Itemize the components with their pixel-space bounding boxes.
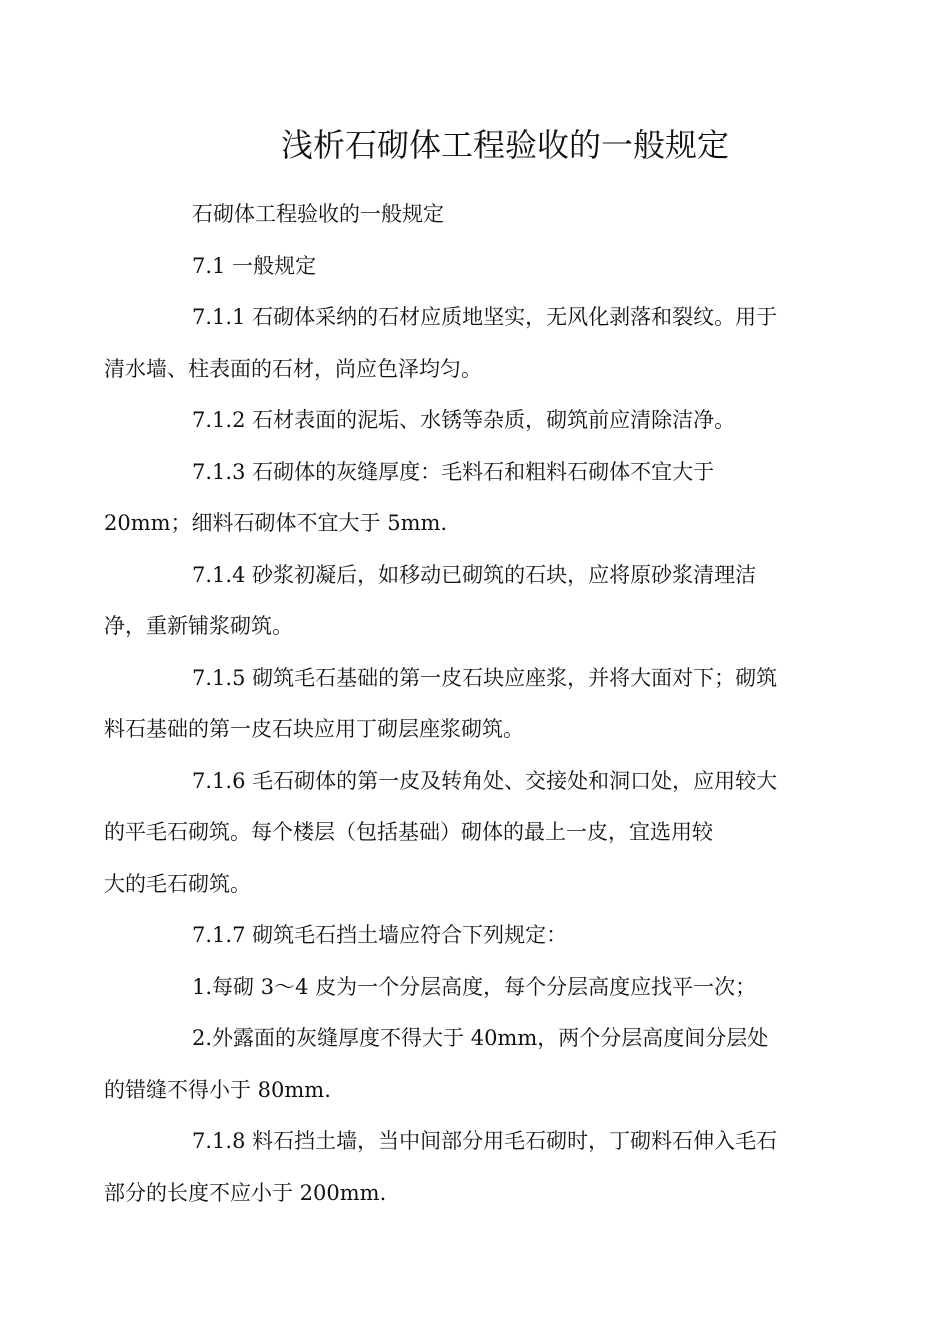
paragraph-7-1-3 bbox=[104, 447, 808, 550]
paragraph-heading bbox=[148, 189, 808, 241]
paragraph-line: 的错缝不得小于 80mm. bbox=[104, 1077, 331, 1102]
paragraph-line: 7.1.3 石砌体的灰缝厚度：毛料石和粗料石砌体不宜大于 bbox=[192, 459, 715, 484]
paragraph-line: 7.1.6 毛石砌体的第一皮及转角处、交接处和洞口处，应用较大 bbox=[192, 768, 778, 793]
paragraph-line: 大的毛石砌筑。 bbox=[104, 871, 251, 896]
paragraph-7-1-1 bbox=[104, 292, 808, 395]
paragraph-line: 7.1 一般规定 bbox=[192, 253, 317, 278]
paragraph-7-1-5 bbox=[104, 653, 808, 756]
paragraph-line: 2.外露面的灰缝厚度不得大于 40mm，两个分层高度间分层处 bbox=[192, 1026, 769, 1050]
paragraph-line: 部分的长度不应小于 200mm. bbox=[104, 1180, 387, 1205]
paragraph-7-1-7 bbox=[148, 910, 808, 962]
document-title: 浅析石砌体工程验收的一般规定 bbox=[280, 126, 729, 164]
paragraph-line: 7.1.5 砌筑毛石基础的第一皮石块应座浆，并将大面对下；砌筑 bbox=[192, 665, 778, 690]
paragraph-section-7-1 bbox=[148, 241, 808, 293]
paragraph-line: 料石基础的第一皮石块应用丁砌层座浆砌筑。 bbox=[104, 717, 524, 741]
list-item-2 bbox=[104, 1013, 808, 1116]
paragraph-line: 7.1.7 砌筑毛石挡土墙应符合下列规定： bbox=[192, 923, 568, 947]
paragraph-7-1-8 bbox=[104, 1116, 808, 1219]
paragraph-line: 7.1.2 石材表面的泥垢、水锈等杂质，砌筑前应清除洁净。 bbox=[192, 408, 736, 432]
paragraph-7-1-6 bbox=[104, 756, 808, 911]
document-body bbox=[104, 189, 808, 1219]
list-item-1 bbox=[148, 962, 808, 1014]
paragraph-line: 净，重新铺浆砌筑。 bbox=[104, 614, 293, 638]
paragraph-line: 清水墙、柱表面的石材，尚应色泽均匀。 bbox=[104, 356, 482, 381]
paragraph-7-1-4 bbox=[104, 550, 808, 653]
paragraph-line: 的平毛石砌筑。每个楼层（包括基础）砌体的最上一皮，宜选用较 bbox=[104, 820, 713, 844]
paragraph-7-1-2 bbox=[148, 395, 808, 447]
paragraph-line: 7.1.8 料石挡土墙，当中间部分用毛石砌时，丁砌料石伸入毛石 bbox=[192, 1129, 778, 1153]
paragraph-line: 20mm；细料石砌体不宜大于 5mm. bbox=[104, 511, 448, 535]
paragraph-line: 7.1.1 石砌体采纳的石材应质地坚实，无风化剥落和裂纹。用于 bbox=[192, 305, 778, 329]
paragraph-line: 1.每砌 3～4 皮为一个分层高度，每个分层高度应找平一次； bbox=[192, 974, 757, 999]
paragraph-line: 石砌体工程验收的一般规定 bbox=[192, 202, 444, 226]
paragraph-line: 7.1.4 砂浆初凝后，如移动已砌筑的石块，应将原砂浆清理洁 bbox=[192, 562, 757, 587]
